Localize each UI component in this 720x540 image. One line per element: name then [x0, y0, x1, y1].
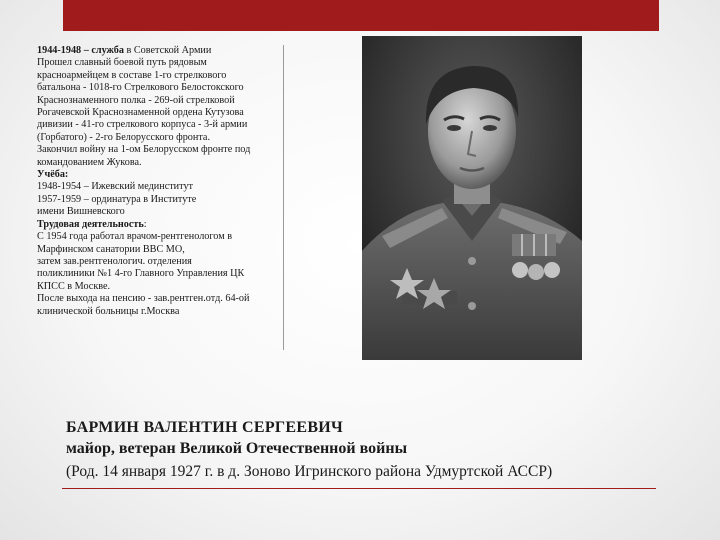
caption-block	[66, 418, 666, 484]
study-line: имени Вишневского	[37, 206, 125, 218]
portrait-image	[362, 36, 582, 360]
service-heading: 1944-1948 – служба	[37, 45, 124, 56]
bio-line: дивизии - 41-го стрелкового корпуса - 3-й армии	[37, 119, 248, 131]
bio-line: (Горбатого) - 2-го Белорусского фронта.	[37, 131, 210, 143]
work-line: поликлиники №1 4-го Главного Управления ЦК	[37, 268, 245, 280]
work-line: Марфинском санатории ВВС МО,	[37, 243, 185, 255]
bio-line: Рогачевской Краснознаменной ордена Кутузова	[37, 107, 244, 119]
work-line: клинической больницы г.Москва	[37, 305, 180, 317]
service-text: в Советской Армии	[123, 45, 212, 56]
work-line: затем зав.рентгенологич. отделения	[37, 255, 192, 267]
bio-line: командованием Жукова.	[37, 156, 142, 168]
study-line: 1948-1954 – Ижевский мединститут	[37, 181, 193, 193]
person-rank: майор, ветеран Великой Отечественной войны	[66, 440, 408, 457]
bio-line: Краснознаменного полка - 269-ой стрелковой	[37, 94, 235, 106]
bio-line: красноармейцем в составе 1-го стрелкового	[37, 69, 227, 81]
portrait-photo	[362, 36, 582, 360]
work-line: С 1954 года работал врачом-рентгенологом в	[37, 231, 232, 243]
work-heading: Трудовая деятельность	[37, 218, 144, 230]
work-line: После выхода на пенсию - зав.рентген.отд. 64-ой	[37, 293, 250, 305]
study-heading: Учёба:	[37, 169, 69, 181]
bio-line: Прошел славный боевой путь рядовым	[37, 57, 207, 69]
birth-info: (Род. 14 января 1927 г. в д. Зоново Игринского района Удмуртской АССР)	[66, 463, 553, 480]
bio-line: батальона - 1018-го Стрелкового Белостокского	[37, 82, 244, 94]
person-name: БАРМИН ВАЛЕНТИН СЕРГЕЕВИЧ	[66, 419, 344, 436]
divider-line	[283, 45, 284, 350]
study-line: 1957-1959 – ординатура в Институте	[37, 193, 197, 205]
work-heading-colon: :	[143, 218, 147, 230]
bio-line: Закончил войну на 1-ом Белорусском фронте под	[37, 144, 251, 156]
top-accent-bar	[63, 0, 659, 31]
work-line: КПСС в Москве.	[37, 280, 111, 292]
bottom-accent-line	[62, 488, 656, 489]
